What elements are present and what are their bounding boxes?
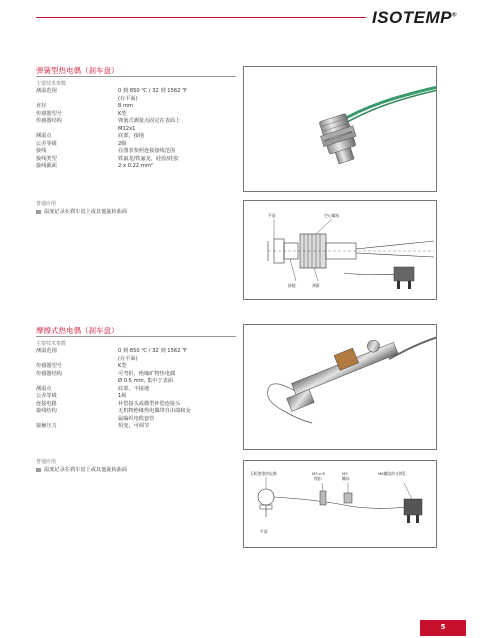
page-number-badge <box>420 620 466 636</box>
spec-label: 传感器型号 <box>36 110 62 117</box>
spec-label: 测温点 <box>36 385 52 392</box>
spec-label: 公差等级 <box>36 140 57 147</box>
spec-value: (在平面) <box>118 95 138 102</box>
spec-value: 属编织电缆套管 <box>118 415 155 422</box>
spec-row <box>36 408 236 416</box>
spec-row <box>36 363 236 371</box>
diagram1-label-plane: 平面 <box>268 213 276 218</box>
diagram2-label-mini: M8螺纹的支撑孔 <box>378 471 407 476</box>
spec-value: 弹簧式测量点固定在表面上 <box>118 118 181 124</box>
section2-spec-heading: 主要技术参数 <box>36 341 67 347</box>
spec-value: 恒变，可调节 <box>118 423 150 429</box>
spec-label: 接触压力 <box>36 423 57 429</box>
spec-label <box>36 378 118 386</box>
diagram2-label-m3b-sub: 螺母 <box>342 476 350 481</box>
spec-label: 传感器结构 <box>36 370 62 377</box>
spring-thermocouple-photo <box>243 66 437 192</box>
spec-row <box>36 371 236 379</box>
spec-label: 测温点 <box>36 133 52 139</box>
diagram2-label-plane: 平面 <box>260 529 268 534</box>
spec-value: Ø 0.5 mm, 集中于表面 <box>118 378 173 384</box>
spec-row <box>36 163 236 171</box>
spec-value: 0 到 850 ℃ / 32 到 1562 ℉ <box>118 88 188 94</box>
spec-value: 底部，接地 <box>118 133 144 139</box>
spec-value: 1级 <box>118 393 127 399</box>
spec-value: 可弯折，绝缘矿物热电偶 <box>118 370 176 377</box>
spec-value: 8 mm <box>118 103 134 109</box>
spec-row <box>36 401 236 409</box>
section1-title: 弹簧型热电偶（刹车盘） <box>36 66 119 75</box>
spec-label <box>36 96 118 104</box>
spec-value: 补偿接头或微型补偿连接头 <box>118 400 181 407</box>
diagram2-label-m3b: M3 <box>342 471 348 476</box>
section2-spec-table <box>36 348 236 431</box>
spec-row <box>36 96 236 104</box>
diagram1-label-spring: 弹簧 <box>312 283 320 288</box>
section1-app-item: 温度记录在刹车盘上或其他旋转曲面 <box>36 208 127 215</box>
spec-label: 接线截面 <box>36 163 57 169</box>
spec-row <box>36 88 236 96</box>
spec-value: (在平面) <box>118 355 138 362</box>
spring-thermocouple-diagram <box>243 200 437 300</box>
spec-label <box>36 126 118 134</box>
spec-row <box>36 103 236 111</box>
header-rule <box>36 17 366 18</box>
spec-row <box>36 141 236 149</box>
spec-row <box>36 118 236 126</box>
section1-rule <box>36 76 236 77</box>
spec-label: 测温范围 <box>36 348 57 354</box>
section1-app-heading: 普通应用 <box>36 201 57 207</box>
diagram1-label-hollow: 空心螺丝 <box>324 213 340 218</box>
spec-label: 测温范围 <box>36 88 57 94</box>
diagram1-label-ground: 接地 <box>288 283 296 288</box>
spec-value: 底部，不接地 <box>118 385 150 392</box>
spec-row <box>36 111 236 119</box>
spec-value: 无机物绝缘热电偶带自由端和金 <box>118 408 191 414</box>
spec-label: 传感器型号 <box>36 363 62 369</box>
section2-title: 摩擦式热电偶（刹车盘） <box>36 326 119 335</box>
spec-label: 接线类型 <box>36 155 57 162</box>
spec-value: K型 <box>118 110 127 117</box>
spec-row <box>36 133 236 141</box>
diagram2-label-m3a: M3 x 8 <box>312 471 325 476</box>
diagram2-label-m3a-sub: 锁扣 <box>314 476 322 481</box>
spec-label: 连接电路 <box>36 400 57 407</box>
spec-label: 接线结构 <box>36 408 57 414</box>
spec-row <box>36 393 236 401</box>
spec-value: M12x1 <box>118 125 136 132</box>
spec-label: 传感器结构 <box>36 118 62 124</box>
spec-value: 铁氟龙/铁氟龙，硅胶/硅胶 <box>118 155 179 162</box>
spec-row <box>36 148 236 156</box>
spec-label: 公差等级 <box>36 393 57 399</box>
section1-spec-heading: 主要技术参数 <box>36 81 67 87</box>
spec-value: 0 到 850 ℃ / 32 到 1562 ℉ <box>118 348 188 354</box>
spec-row <box>36 348 236 356</box>
spec-row <box>36 356 236 364</box>
section1-spec-table <box>36 88 236 171</box>
section2-rule <box>36 336 236 337</box>
spec-label: 接线 <box>36 148 47 154</box>
page-number: 5 <box>440 623 446 631</box>
diagram2-label-sheath: 无机绝缘热电偶 <box>250 471 277 476</box>
brand-logo: ISOTEMP® <box>372 8 457 27</box>
bullet-icon <box>36 210 41 214</box>
spec-row <box>36 378 236 386</box>
spec-value: 2级 <box>118 140 127 147</box>
spec-value: K型 <box>118 363 127 369</box>
section2-app-heading: 普通应用 <box>36 459 57 465</box>
friction-thermocouple-diagram <box>243 460 437 548</box>
spec-row <box>36 423 236 431</box>
spec-row <box>36 126 236 134</box>
spec-row <box>36 386 236 394</box>
section2-app-item: 温度记录在刹车盘上或其他旋转曲面 <box>36 466 127 473</box>
spec-row <box>36 156 236 164</box>
spec-label <box>36 416 118 424</box>
spec-value: 在图表参照连接接线范围 <box>118 148 176 154</box>
spec-label <box>36 356 118 364</box>
spec-value: 2 x 0.22 mm² <box>118 163 154 169</box>
spec-row <box>36 416 236 424</box>
friction-thermocouple-photo <box>243 324 437 450</box>
bullet-icon <box>36 468 41 472</box>
spec-label: 直径 <box>36 103 47 109</box>
